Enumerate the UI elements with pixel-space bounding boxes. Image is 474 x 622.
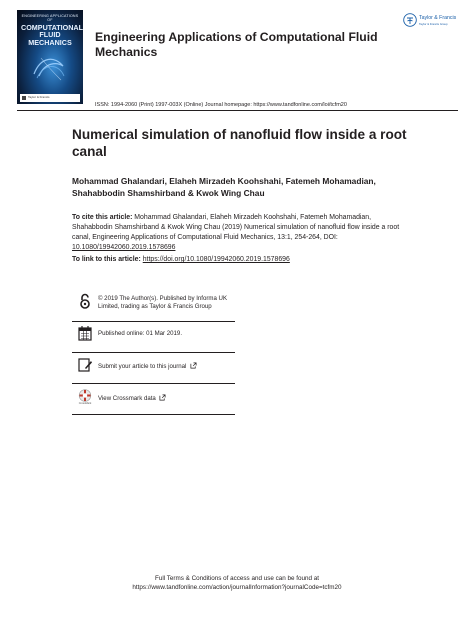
publisher-name: Taylor & Francis bbox=[419, 15, 457, 21]
citation-block bbox=[72, 213, 402, 253]
cover-line-3: FLUID MECHANICS bbox=[28, 30, 72, 47]
external-link-icon bbox=[159, 394, 166, 401]
footer-terms-url[interactable]: https://www.tandfonline.com/action/journalInformation?journalCode=tcfm20 bbox=[132, 583, 342, 591]
cover-line-1: ENGINEERING APPLICATIONS OF bbox=[21, 14, 79, 22]
crossmark-icon bbox=[75, 389, 95, 407]
submit-article-label: Submit your article to this journal bbox=[98, 363, 187, 370]
publisher-tagline: Taylor & Francis Group bbox=[419, 22, 448, 26]
cover-title-block bbox=[21, 14, 83, 47]
doi-label: DOI: bbox=[323, 234, 338, 241]
cover-footer-strip bbox=[20, 94, 80, 102]
submit-article-icon bbox=[78, 357, 92, 373]
cover-swirl-graphic bbox=[31, 52, 67, 82]
crossmark-link[interactable] bbox=[98, 394, 166, 403]
article-title: Numerical simulation of nanofluid flow inside a root canal bbox=[72, 127, 407, 159]
open-access-icon bbox=[78, 293, 92, 309]
cover-line-2: COMPUTATIONAL bbox=[21, 23, 83, 33]
crossmark-label: View Crossmark data bbox=[98, 395, 156, 402]
publisher-logo-icon bbox=[403, 13, 417, 27]
cover-publisher-label: Taylor & Francis bbox=[28, 95, 50, 99]
info-divider-1 bbox=[72, 321, 235, 322]
footer-line-1: Full Terms & Conditions of access and use can be found at bbox=[154, 575, 320, 582]
header-divider bbox=[17, 110, 458, 111]
submit-article-link[interactable] bbox=[98, 362, 197, 371]
license-text: © 2019 The Author(s). Published by Informa UK Limited, trading as Taylor & Francis Group bbox=[98, 295, 228, 310]
article-link-line bbox=[72, 255, 402, 265]
article-link-label: To link to this article: bbox=[72, 256, 141, 263]
external-link-icon bbox=[190, 362, 197, 369]
doi-link[interactable]: 10.1080/19942060.2019.1578696 bbox=[72, 244, 176, 251]
calendar-icon bbox=[78, 325, 92, 341]
footer-terms bbox=[0, 575, 474, 592]
journal-cover-image bbox=[17, 10, 83, 104]
info-divider-3 bbox=[72, 383, 235, 384]
citation-text: Mohammad Ghalandari, Elaheh Mirzadeh Koohshahi, Fatemeh Mohamadian, Shahabbodin Shamshirband & Kwok Wing Chau (2019) Numerical simulation of nanofluid flow inside a root canal, Engineering Applications of Computational Fluid Mechanics, 13:1, 254-264, bbox=[72, 214, 400, 241]
issn-line: ISSN: 1994-2060 (Print) 1997-003X (Online) Journal homepage: https://www.tandfonline.com/loi/tcfm20 bbox=[95, 102, 347, 108]
info-divider-2 bbox=[72, 352, 235, 353]
publisher-logo[interactable] bbox=[403, 13, 465, 33]
info-divider-4 bbox=[72, 414, 235, 415]
citation-label: To cite this article: bbox=[72, 214, 133, 221]
journal-title: Engineering Applications of Computational Fluid Mechanics bbox=[95, 30, 378, 59]
published-date: Published online: 01 Mar 2019. bbox=[98, 330, 183, 337]
article-doi-url[interactable]: https://doi.org/10.1080/19942060.2019.1578696 bbox=[142, 256, 290, 263]
crossmark-badge-label: CrossMark bbox=[78, 402, 92, 405]
article-authors: Mohammad Ghalandari, Elaheh Mirzadeh Koohshahi, Fatemeh Mohamadian, Shahabbodin Shamshirband & Kwok Wing Chau bbox=[72, 176, 376, 198]
